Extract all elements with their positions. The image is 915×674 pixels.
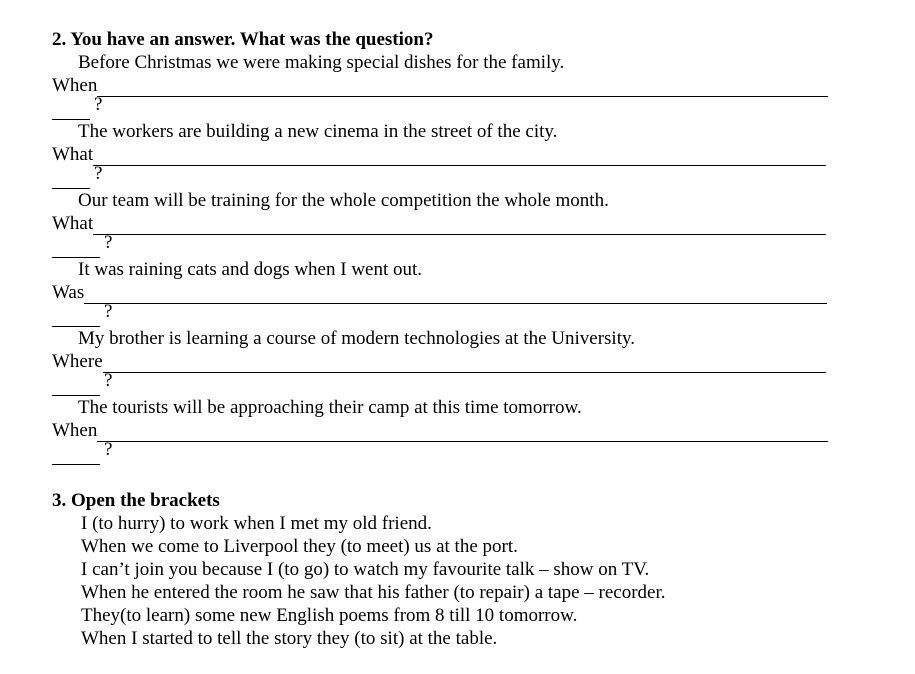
ex2-continuation-rule-5[interactable] (52, 377, 100, 396)
ex2-answer-continuation-2[interactable] (52, 163, 852, 189)
ex2-question-mark-2: ? (94, 163, 103, 184)
ex2-answer-rule-6[interactable] (97, 423, 828, 442)
ex2-question-word-6: When (52, 420, 98, 441)
ex2-answer-continuation-6[interactable] (52, 439, 852, 465)
ex3-line-5: They(to learn) some new English poems from 8 till 10 tomorrow. (81, 605, 578, 626)
ex2-answer-line-2[interactable] (52, 143, 852, 166)
ex2-continuation-rule-2[interactable] (52, 170, 90, 189)
ex2-sentence-1: Before Christmas we were making special dishes for the family. (78, 52, 565, 73)
ex2-answer-line-4[interactable] (52, 281, 852, 304)
ex2-question-mark-4: ? (104, 301, 113, 322)
ex2-answer-rule-4[interactable] (84, 285, 827, 304)
ex3-line-4: When he entered the room he saw that his father (to repair) a tape – recorder. (81, 582, 666, 603)
ex2-answer-rule-1[interactable] (97, 78, 828, 97)
ex2-answer-continuation-3[interactable] (52, 232, 852, 258)
ex2-question-word-2: What (52, 144, 94, 165)
ex2-answer-continuation-4[interactable] (52, 301, 852, 327)
ex2-sentence-4: It was raining cats and dogs when I went out. (78, 259, 423, 280)
ex2-sentence-6: The tourists will be approaching their camp at this time tomorrow. (78, 397, 582, 418)
ex2-question-word-3: What (52, 213, 94, 234)
ex2-answer-continuation-1[interactable] (52, 94, 852, 120)
ex3-line-1: I (to hurry) to work when I met my old friend. (81, 513, 432, 534)
ex2-sentence-2: The workers are building a new cinema in the street of the city. (78, 121, 558, 142)
ex2-answer-rule-5[interactable] (103, 354, 826, 373)
exercise-2-heading: 2. You have an answer. What was the question? (52, 29, 434, 50)
ex2-answer-rule-2[interactable] (93, 147, 826, 166)
ex2-question-word-5: Where (52, 351, 103, 372)
ex2-question-mark-3: ? (104, 232, 113, 253)
exercise-3-heading: 3. Open the brackets (52, 490, 220, 511)
ex2-sentence-3: Our team will be training for the whole competition the whole month. (78, 190, 609, 211)
ex3-line-6: When I started to tell the story they (to sit) at the table. (81, 628, 498, 649)
ex2-answer-rule-3[interactable] (93, 216, 826, 235)
ex2-answer-continuation-5[interactable] (52, 370, 852, 396)
exercise-3 (52, 489, 852, 650)
ex2-answer-line-5[interactable] (52, 350, 852, 373)
ex2-question-word-1: When (52, 75, 98, 96)
ex2-question-mark-6: ? (104, 439, 113, 460)
ex2-question-word-4: Was (52, 282, 85, 303)
ex2-continuation-rule-6[interactable] (52, 446, 100, 465)
ex2-continuation-rule-4[interactable] (52, 308, 100, 327)
ex2-answer-line-3[interactable] (52, 212, 852, 235)
ex2-question-mark-5: ? (104, 370, 113, 391)
ex2-sentence-5: My brother is learning a course of modern technologies at the University. (78, 328, 636, 349)
ex2-answer-line-1[interactable] (52, 74, 852, 97)
ex2-answer-line-6[interactable] (52, 419, 852, 442)
ex2-continuation-rule-3[interactable] (52, 239, 100, 258)
exercise-2 (52, 28, 852, 465)
ex2-continuation-rule-1[interactable] (52, 101, 90, 120)
ex2-question-mark-1: ? (94, 94, 103, 115)
ex3-line-2: When we come to Liverpool they (to meet) us at the port. (81, 536, 518, 557)
ex3-line-3: I can’t join you because I (to go) to watch my favourite talk – show on TV. (81, 559, 650, 580)
